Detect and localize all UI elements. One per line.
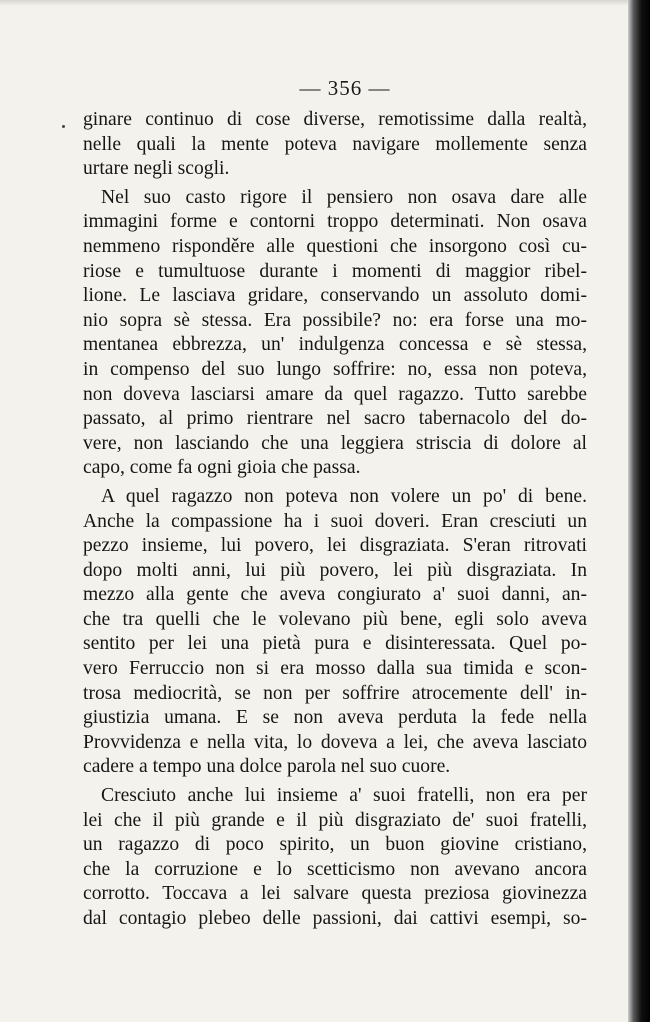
paragraph bbox=[83, 485, 587, 780]
text-line: che la corruzione e lo scetticismo non avevano ancora bbox=[83, 858, 587, 880]
text-line: corrotto. Toccava a lei salvare questa preziosa giovinezza bbox=[83, 883, 587, 905]
text-line: lione. Le lasciava gridare, conservando un assoluto domi- bbox=[83, 285, 587, 307]
text-line: riose e tumultuose durante i momenti di maggior ribel- bbox=[83, 260, 587, 282]
paragraph bbox=[83, 186, 587, 481]
text-line: dopo molti anni, lui più povero, lei più disgraziata. In bbox=[83, 559, 587, 581]
text-line: capo, come fa ogni gioia che passa. bbox=[83, 457, 361, 479]
text-line: nio sopra sè stessa. Era possibile? no: era forse una mo- bbox=[83, 309, 587, 331]
text-line: Provvidenza e nella vita, lo doveva a lei, che aveva lasciato bbox=[83, 731, 587, 753]
text-line: passato, al primo rientrare nel sacro tabernacolo del do- bbox=[83, 408, 587, 430]
paragraph bbox=[83, 784, 587, 932]
text-line: immagini forme e contorni troppo determinati. Non osava bbox=[83, 211, 587, 233]
text-line: sentito per lei una pietà pura e disinteressata. Quel po- bbox=[83, 633, 587, 655]
text-line: Anche la compassione ha i suoi doveri. Eran cresciuti un bbox=[83, 510, 587, 532]
text-line: mezzo alla gente che aveva congiurato a' suoi danni, an- bbox=[83, 584, 587, 606]
text-line: Nel suo casto rigore il pensiero non osava dare alle bbox=[101, 186, 587, 208]
page-header bbox=[0, 76, 650, 101]
text-line: in compenso del suo lungo soffrire: no, essa non poteva, bbox=[83, 358, 587, 380]
text-line: lei che il più grande e il più disgraziato de' suoi fratelli, bbox=[83, 809, 587, 831]
paragraph bbox=[83, 108, 587, 182]
page-number: — 356 — bbox=[299, 76, 391, 100]
text-line: un ragazzo di poco spirito, un buon giovine cristiano, bbox=[83, 834, 587, 856]
page-top-shadow bbox=[0, 0, 650, 6]
text-line: A quel ragazzo non poteva non volere un po' di bene. bbox=[101, 485, 587, 507]
text-line: vero Ferruccio non si era mosso dalla sua timida e scon- bbox=[83, 658, 587, 680]
text-line: pezzo insieme, lui povero, lei disgraziata. S'eran ritrovati bbox=[83, 535, 587, 557]
text-line: nemmeno risponděre alle questioni che insorgono così cu- bbox=[83, 235, 587, 257]
text-line: non doveva lasciarsi amare da quel ragazzo. Tutto sarebbe bbox=[83, 383, 587, 405]
page-binding-edge bbox=[628, 0, 650, 1022]
text-line: giustizia umana. E se non aveva perduta la fede nella bbox=[83, 707, 587, 729]
text-line: vere, non lasciando che una leggiera striscia di dolore al bbox=[83, 432, 587, 454]
text-line: mentanea ebbrezza, un' indulgenza concessa e sè stessa, bbox=[83, 334, 587, 356]
text-line: che tra quelli che le volevano più bene, egli solo aveva bbox=[83, 608, 587, 630]
text-line: dal contagio plebeo delle passioni, dai cattivi esempi, so- bbox=[83, 908, 587, 929]
text-line: cadere a tempo una dolce parola nel suo cuore. bbox=[83, 756, 451, 778]
page-text bbox=[83, 108, 587, 932]
text-line: ginare continuo di cose diverse, remotissime dalla realtà, bbox=[83, 109, 587, 130]
text-line: Cresciuto anche lui insieme a' suoi fratelli, non era per bbox=[101, 785, 587, 807]
text-line: urtare negli scogli. bbox=[83, 158, 230, 180]
text-line: nelle quali la mente poteva navigare mollemente senza bbox=[83, 133, 587, 155]
margin-mark bbox=[62, 125, 65, 128]
text-line: trosa mediocrità, se non per soffrire atrocemente dell' in- bbox=[83, 682, 587, 704]
